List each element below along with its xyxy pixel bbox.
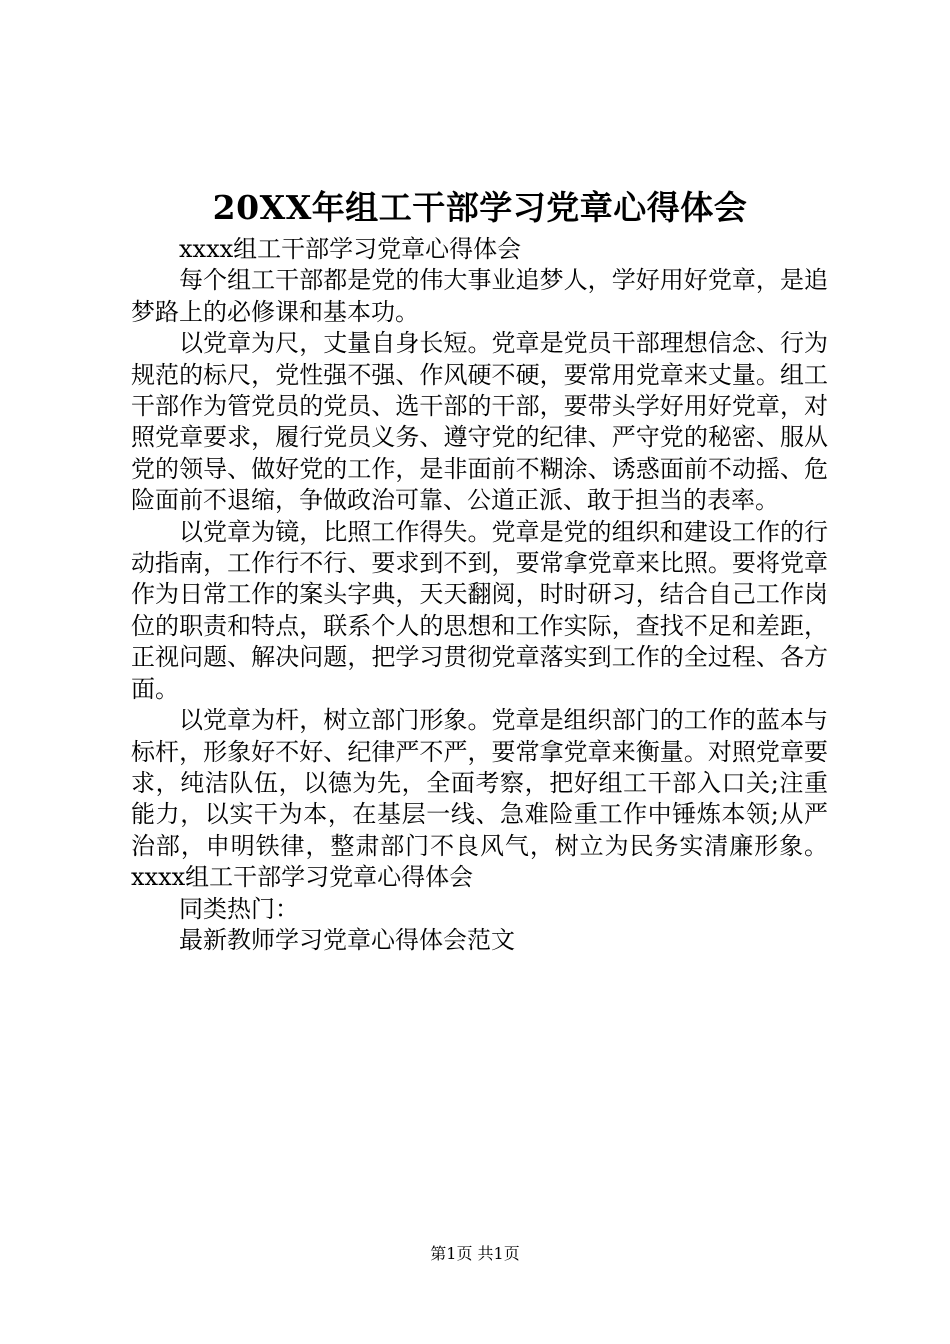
subtitle-paragraph: xxxx组工干部学习党章心得体会: [179, 235, 522, 263]
related-link[interactable]: 最新教师学习党章心得体会范文: [179, 925, 515, 954]
related-heading: 同类热门：: [179, 894, 299, 923]
document-title: 20XX年组工干部学习党章心得体会: [212, 188, 748, 227]
document-body: [131, 234, 828, 956]
benchmark-paragraph: 以党章为杆，树立部门形象。党章是组织部门的工作的蓝本与标杆，形象好不好、纪律严不严，要常拿党章来衡量。对照党章要求，纯洁队伍，以德为先，全面考察，把好组工干部入口关;注重能力，以实干为本，在基层一线、急难险重工作中锤炼本领;从严治部，申明铁律，整肃部门不良风气，树立为民务实清廉形象。xxxx组工干部学习党章心得体会: [131, 706, 828, 892]
intro-paragraph: 每个组工干部都是党的伟大事业追梦人，学好用好党章，是追梦路上的必修课和基本功。: [131, 266, 828, 326]
mirror-paragraph: 以党章为镜，比照工作得失。党章是党的组织和建设工作的行动指南，工作行不行、要求到不到，要常拿党章来比照。要将党章作为日常工作的案头字典，天天翻阅，时时研习，结合自己工作岗位的职责和特点，联系个人的思想和工作实际，查找不足和差距，正视问题、解决问题，把学习贯彻党章落实到工作的全过程、各方面。: [131, 517, 828, 703]
ruler-paragraph: 以党章为尺，丈量自身长短。党章是党员干部理想信念、行为规范的标尺，党性强不强、作风硬不硬，要常用党章来丈量。组工干部作为管党员的党员、选干部的干部，要带头学好用好党章，对照党章要求，履行党员义务、遵守党的纪律、严守党的秘密、服从党的领导、做好党的工作，是非面前不糊涂、诱惑面前不动摇、危险面前不退缩，争做政治可靠、公道正派、敢于担当的表率。: [131, 329, 828, 515]
page-number-footer: 第1页 共1页: [430, 1244, 520, 1263]
